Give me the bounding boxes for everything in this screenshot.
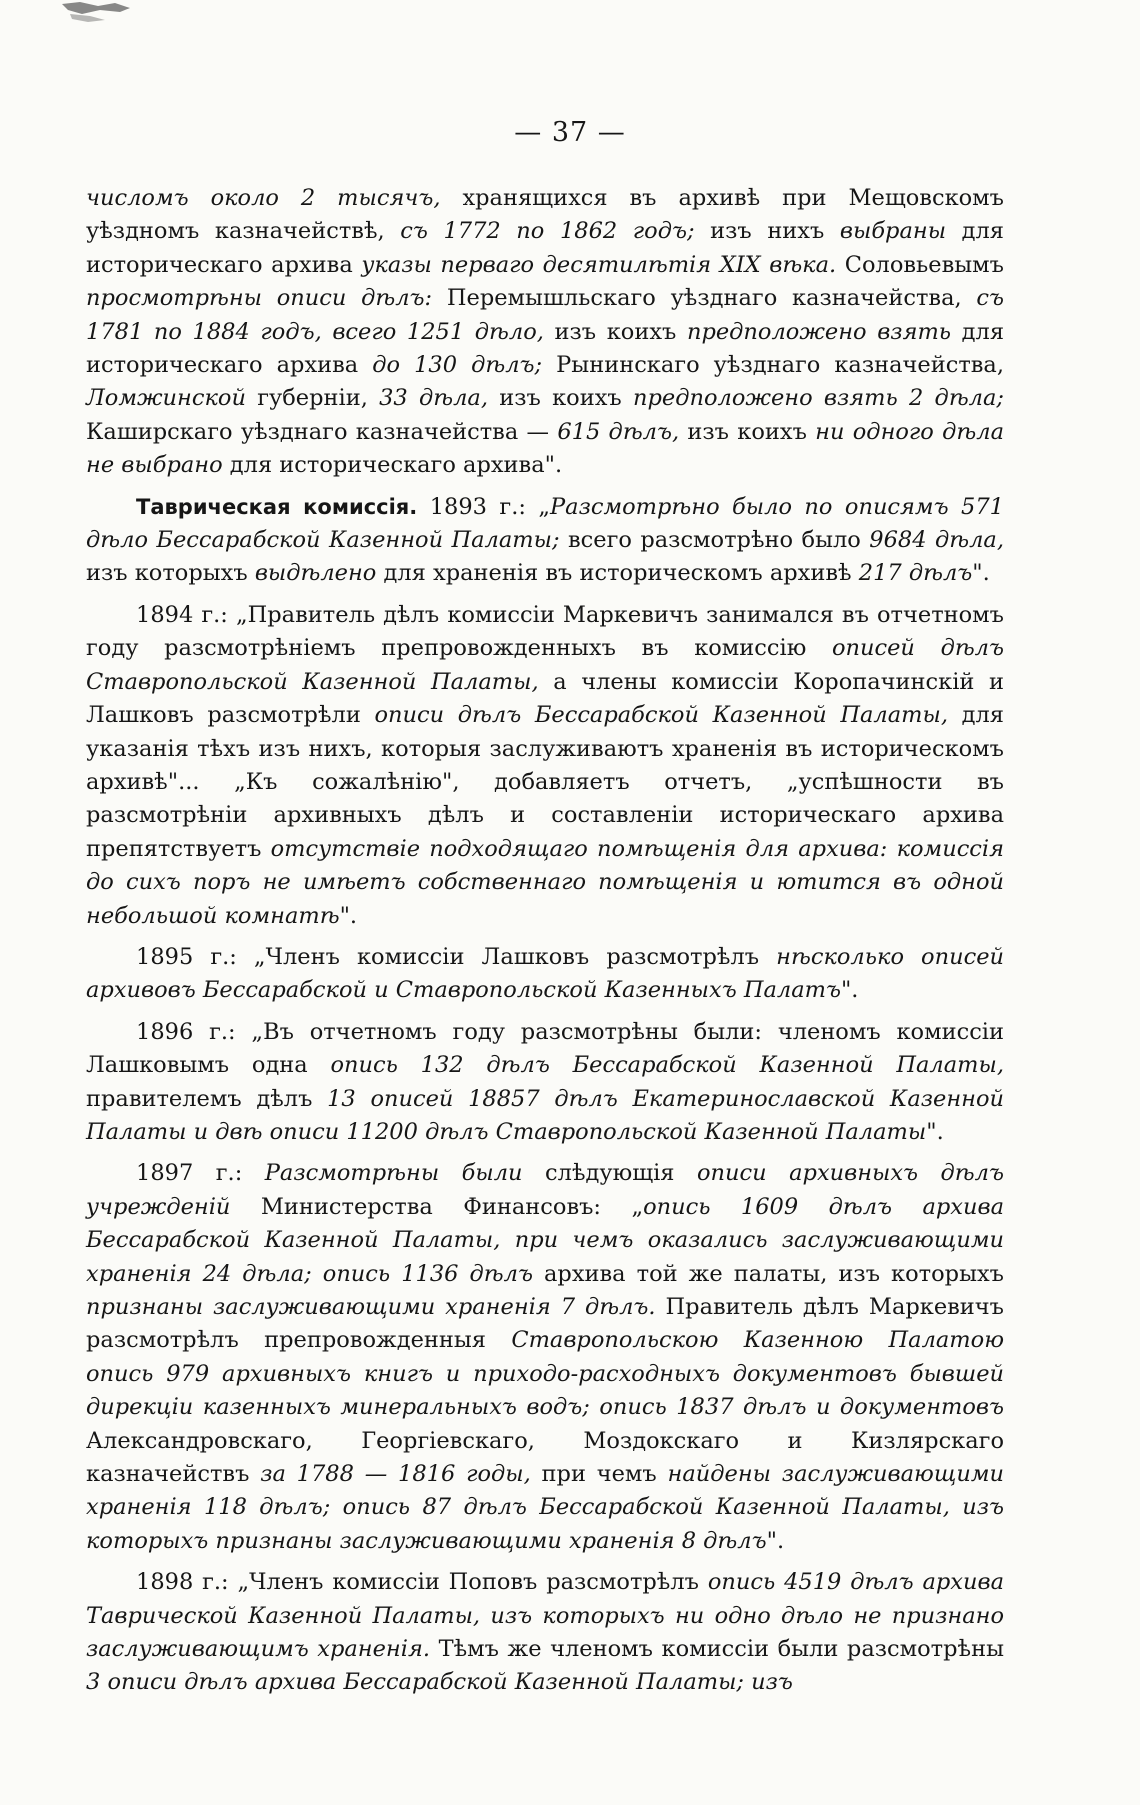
text-run: слѣдующія [522, 1160, 697, 1187]
italic-run: выдѣлено [254, 560, 377, 587]
text-run: Правитель дѣлъ Маркевичъ разсмотрѣлъ препровожденныя [86, 1294, 1004, 1354]
corner-ink-smudge [60, 0, 160, 30]
text-run: ". [840, 977, 859, 1004]
italic-run: 615 дѣлъ, [557, 418, 680, 445]
italic-run: числомъ около 2 тысячъ, [86, 185, 441, 211]
text-run: изъ нихъ [694, 218, 840, 245]
text-run: при чемъ [530, 1461, 668, 1488]
text-run: 1895 г.: „Членъ комиссіи Лашковъ разсмотрѣлъ [136, 943, 777, 970]
text-run: 1894 г.: „Правитель дѣлъ комиссіи Маркевичъ занимался въ отчетномъ году разсмотрѣніемъ препровожденныхъ въ комиссію [86, 601, 1004, 662]
italic-run: 217 дѣлъ [858, 560, 973, 587]
text-run: ". [972, 560, 990, 587]
paragraph [86, 491, 1004, 591]
italic-run: 13 описей 18857 дѣлъ Екатеринославской Казенной Палаты и двѣ описи 11200 дѣлъ Ставропольской Казенной Палаты [86, 1085, 1004, 1145]
italic-run: найдены заслуживающими храненія 118 дѣлъ; опись 87 дѣлъ Бессарабской Казенной Палаты, изъ которыхъ признаны заслуживающими храненія 8 дѣлъ [86, 1461, 1005, 1554]
text-run: изъ коихъ [543, 318, 687, 345]
text-run: для историческаго архива [86, 318, 1005, 379]
italic-run: опись 132 дѣлъ Бессарабской Казенной Палаты, [330, 1052, 1004, 1079]
italic-run: ни одного дѣла не выбрано [86, 418, 1004, 479]
text-run: Тѣмъ же членомъ комиссіи были разсмотрѣны [430, 1636, 1004, 1663]
text-run: Министерства Финансовъ: „ [230, 1193, 644, 1220]
italic-run: просмотрѣны описи дѣлъ: [86, 285, 433, 312]
italic-run: нѣсколько описей архивовъ Бессарабской и Ставропольской Казенныхъ Палатъ [86, 943, 1004, 1004]
text-run: архива той же палаты, изъ которыхъ [532, 1260, 1004, 1287]
paragraph [86, 599, 1004, 933]
italic-run: Ломжинской [86, 385, 246, 412]
text-run: Александровскаго, Георгіевскаго, Моздокскаго и Кизлярскаго казначействъ [86, 1427, 1004, 1488]
text-run: Рынинскаго уѣзднаго казначейства, [542, 352, 1005, 379]
italic-run: описи архивныхъ дѣлъ учрежденій [86, 1160, 1004, 1220]
text-run: ". [926, 1118, 944, 1145]
italic-run: за 1788 — 1816 годы, [260, 1461, 531, 1488]
italic-run: отсутствіе подходящаго помѣщенія для архива: комиссія до сихъ поръ не имѣетъ собственнаго помѣщенія и ютится въ одной небольшой комнатѣ [86, 835, 1004, 929]
paragraph [86, 1157, 1004, 1558]
italic-run: Разсмотрѣно было по описямъ 571 дѣло Бессарабской Казенной Палаты; [86, 493, 1004, 554]
paragraph [86, 1566, 1004, 1700]
text-run: Соловьевымъ [836, 251, 1004, 278]
text-run: 1893 г.: „ [417, 493, 551, 520]
text-run: 1897 г.: [136, 1160, 265, 1187]
italic-run: съ 1772 по 1862 годъ; [400, 218, 695, 245]
paragraph [86, 941, 1004, 1008]
italic-run: предположено взять [686, 318, 952, 345]
text-run: правителемъ дѣлъ [86, 1085, 328, 1112]
text-run: Перемышльскаго уѣзднаго казначейства, [432, 285, 977, 312]
italic-run: Ставропольскою Казенною Палатою опись 979 архивныхъ книгъ и приходо-расходныхъ документовъ бывшей дирекціи казенныхъ минеральныхъ водъ; опись 1837 дѣлъ и документовъ [86, 1327, 1005, 1421]
italic-run: признаны заслуживающими храненія 7 дѣлъ. [86, 1294, 656, 1320]
text-run: всего разсмотрѣно было [559, 527, 870, 554]
italic-run: предположено взять 2 дѣла; [632, 385, 1004, 412]
text-run: хранящихся въ архивѣ при Мещовскомъ уѣздномъ казначействѣ, [86, 185, 1004, 245]
text-run: 1898 г.: „Членъ комиссіи Поповъ разсмотрѣлъ [136, 1569, 708, 1596]
text-run: изъ которыхъ [86, 560, 255, 587]
text-run: для историческаго архива [86, 218, 1004, 278]
italic-run: опись 1609 дѣлъ архива Бессарабской Казенной Палаты, при чемъ оказались заслуживающими храненія 24 дѣла; опись 1136 дѣлъ [86, 1193, 1004, 1287]
text-run: изъ коихъ [488, 385, 633, 412]
italic-run: опись 4519 дѣлъ архива Таврической Казенной Палаты, изъ которыхъ ни одно дѣло не признано заслуживающимъ храненія. [86, 1569, 1004, 1663]
text-run: для историческаго архива". [222, 452, 563, 479]
text-run: 1896 г.: „Въ отчетномъ году разсмотрѣны были: членомъ комиссіи Лашковымъ одна [86, 1018, 1004, 1079]
italic-run: Разсмотрѣны были [264, 1160, 523, 1187]
text-run: Каширскаго уѣзднаго казначейства — [86, 418, 558, 445]
text-run: изъ коихъ [679, 418, 816, 445]
text-run: губерніи, [245, 385, 380, 412]
paragraph [86, 182, 1004, 483]
italic-run: описи дѣлъ Бессарабской Казенной Палаты, [374, 702, 948, 729]
italic-run: до 130 дѣлъ; [372, 352, 543, 379]
italic-run: указы перваго десятилѣтія XIX вѣка. [361, 251, 837, 278]
paragraph [86, 1016, 1004, 1150]
italic-run: 9684 дѣла, [869, 527, 1004, 554]
text-run: а члены комиссіи Коропачинскій и Лашковъ разсмотрѣли [86, 668, 1005, 729]
text-run: ". [339, 902, 358, 929]
text-run: для храненія въ историческомъ архивѣ [376, 560, 859, 587]
page-body [86, 182, 1004, 1708]
italic-run: 3 описи дѣлъ архива Бессарабской Казенной Палаты; изъ [86, 1669, 793, 1696]
italic-run: съ 1781 по 1884 годъ, всего 1251 дѣло, [86, 285, 1004, 345]
page-number: — 37 — [514, 117, 626, 148]
section-heading: Таврическая комиссія. [136, 494, 418, 519]
italic-run: описей дѣлъ Ставропольской Казенной Палаты, [86, 635, 1005, 695]
text-run: ". [766, 1527, 785, 1554]
italic-run: 33 дѣла, [379, 385, 489, 412]
text-run: для указанія тѣхъ изъ нихъ, которыя заслуживаютъ храненія въ историческомъ архивѣ"... „Къ сожалѣнію", добавляетъ отчетъ, „успѣшности въ разсмотрѣніи архивныхъ дѣлъ и составленіи историческаго архива препятствуетъ [86, 702, 1004, 862]
italic-run: выбраны [839, 218, 947, 245]
